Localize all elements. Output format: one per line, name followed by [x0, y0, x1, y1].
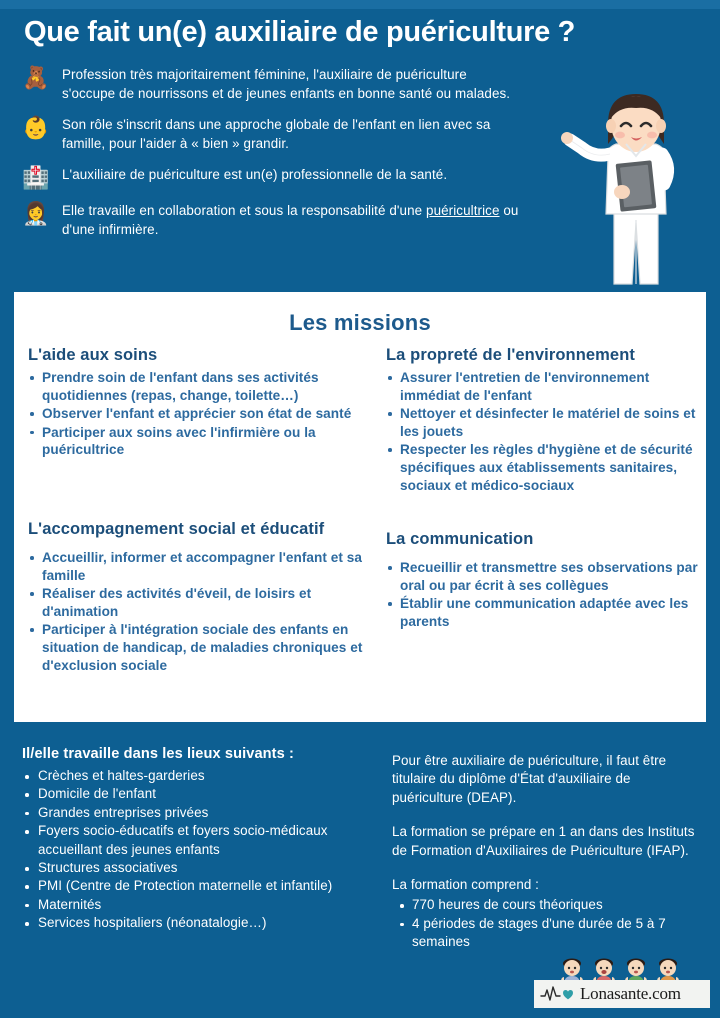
- mission-item: Recueillir et transmettre ses observations par oral ou par écrit à ses collègues: [386, 559, 698, 594]
- mission-heading: L'accompagnement social et éducatif: [28, 520, 325, 538]
- footer-logo[interactable]: [534, 958, 710, 1010]
- workplace-item: Grandes entreprises privées: [22, 804, 374, 822]
- intro-item: [22, 202, 522, 239]
- missions-card: [14, 292, 706, 722]
- mission-block-proprete-environnement: [386, 346, 698, 495]
- mission-block-aide-aux-soins: [28, 346, 376, 460]
- mission-item-list: [28, 369, 376, 459]
- workplace-item: PMI (Centre de Protection maternelle et infantile): [22, 877, 374, 895]
- mission-item: Établir une communication adaptée avec les parents: [386, 595, 698, 630]
- mission-item: Participer aux soins avec l'infirmière ou la puéricultrice: [28, 424, 376, 459]
- mission-item: Réaliser des activités d'éveil, de loisirs et d'animation: [28, 585, 376, 620]
- mission-heading: L'aide aux soins: [28, 346, 158, 364]
- mission-item-list: [386, 369, 698, 494]
- mission-item-list: [386, 559, 698, 630]
- mission-heading: La communication: [386, 530, 534, 548]
- training-item: 770 heures de cours théoriques: [392, 896, 704, 914]
- intro-text-after: ou d'une infirmière.: [62, 203, 519, 237]
- logo-text: Lonasante.com: [580, 984, 681, 1003]
- intro-item-text: [62, 202, 522, 239]
- intro-item-text: L'auxiliaire de puériculture est un(e) professionnelle de la santé.: [62, 167, 448, 182]
- workplace-item: Foyers socio-éducatifs et foyers socio-médicaux accueillant des jeunes enfants: [22, 822, 374, 859]
- intro-item-text: Son rôle s'inscrit dans une approche globale de l'enfant en lien avec sa famille, pour l'aider à « bien » grandir.: [62, 117, 491, 151]
- mission-item: Participer à l'intégration sociale des enfants en situation de handicap, de maladies chroniques et d'exclusion sociale: [28, 621, 376, 674]
- mission-item: Prendre soin de l'enfant dans ses activités quotidiennes (repas, change, toilette…): [28, 369, 376, 404]
- missions-title: Les missions: [289, 310, 431, 335]
- heartbeat-ecg-icon: [540, 985, 578, 1003]
- mission-item-list: [28, 549, 376, 674]
- teddy-bear-icon: 🧸: [22, 65, 50, 90]
- mission-block-accompagnement-social: [28, 520, 376, 675]
- workplaces-heading: Il/elle travaille dans les lieux suivants :: [22, 746, 294, 762]
- baby-pacifier-icon: 👶: [22, 115, 50, 140]
- training-list: [392, 896, 704, 951]
- training-list-intro: La formation comprend :: [392, 877, 539, 893]
- intro-text-before: Elle travaille en collaboration et sous la responsabilité d'une: [62, 203, 427, 218]
- workplace-item: Services hospitaliers (néonatalogie…): [22, 914, 374, 932]
- mission-item: Assurer l'entretien de l'environnement immédiat de l'enfant: [386, 369, 698, 404]
- mission-item: Nettoyer et désinfecter le matériel de soins et les jouets: [386, 405, 698, 440]
- mission-item: Respecter les règles d'hygiène et de sécurité spécifiques aux établissements sanitaires, sociaux et médico-sociaux: [386, 441, 698, 494]
- top-accent-strip: [0, 0, 720, 9]
- page-title: Que fait un(e) auxiliaire de puériculture ?: [24, 16, 576, 48]
- intro-item: [22, 66, 522, 103]
- intro-item-text: Profession très majoritairement féminine, l'auxiliaire de puériculture s'occupe de nourrissons et de jeunes enfants en bonne santé ou malades.: [62, 67, 511, 101]
- workplace-item: Domicile de l'enfant: [22, 785, 374, 803]
- mission-item: Observer l'enfant et apprécier son état de santé: [28, 405, 376, 423]
- training-paragraph: Pour être auxiliaire de puériculture, il faut être titulaire du diplôme d'État d'auxiliaire de puériculture (DEAP).: [392, 753, 667, 805]
- intro-item: [22, 166, 522, 189]
- mission-item: Accueillir, informer et accompagner l'enfant et sa famille: [28, 549, 376, 584]
- training-paragraph: La formation se prépare en 1 an dans des Instituts de Formation d'Auxiliaires de Puériculture (IFAP).: [392, 824, 695, 858]
- workplace-item: Maternités: [22, 896, 374, 914]
- logo-bar[interactable]: [534, 980, 710, 1008]
- nurse-icon: 👩‍⚕️: [22, 201, 50, 226]
- training-item: 4 périodes de stages d'une durée de 5 à 7 semaines: [392, 915, 704, 952]
- workplaces-section: [22, 746, 374, 933]
- mission-heading: La propreté de l'environnement: [386, 346, 635, 364]
- puericultrice-link[interactable]: puéricultrice: [426, 203, 500, 218]
- mission-block-communication: [386, 530, 698, 631]
- training-section: [392, 752, 704, 952]
- intro-item: [22, 116, 522, 153]
- hospital-icon: 🏥: [22, 165, 50, 190]
- nurse-illustration: [556, 88, 716, 288]
- workplace-item: Structures associatives: [22, 859, 374, 877]
- workplaces-list: [22, 767, 374, 933]
- workplace-item: Crèches et haltes-garderies: [22, 767, 374, 785]
- intro-list: [22, 66, 522, 252]
